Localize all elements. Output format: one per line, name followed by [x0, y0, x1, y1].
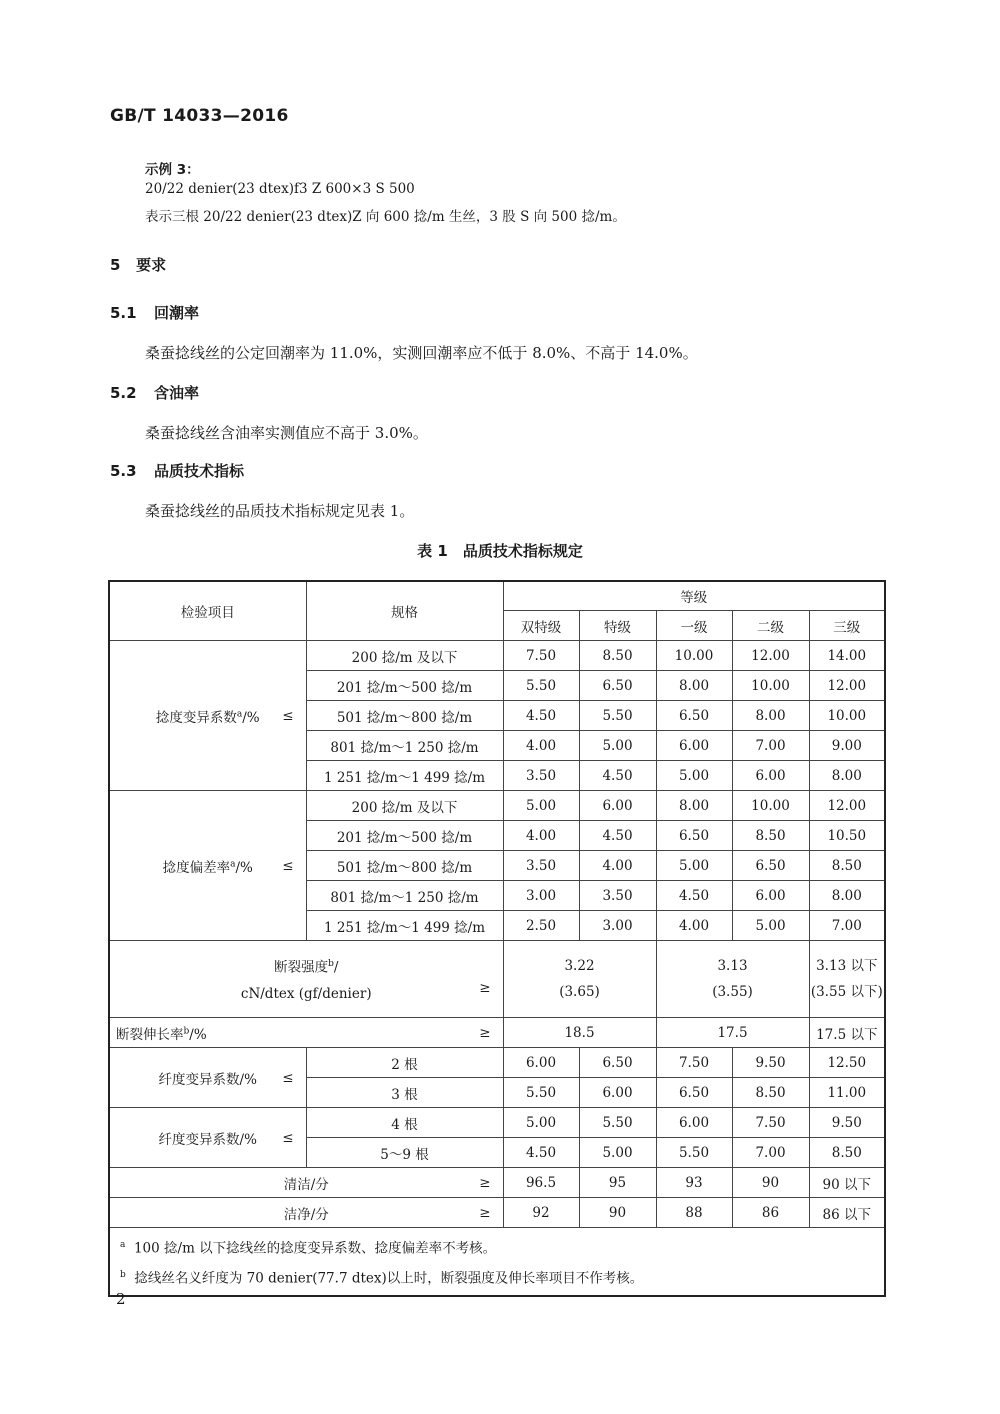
- value-cell: 6.50: [656, 1078, 732, 1108]
- footnote-ref: b: [183, 1026, 190, 1036]
- value-cell: 90: [732, 1168, 809, 1198]
- value-cell: 4.50: [579, 821, 656, 851]
- spec-cell: 5～9 根: [306, 1138, 503, 1168]
- value-cell: 93: [656, 1168, 732, 1198]
- header-grade-first: 一级: [656, 611, 732, 641]
- item-unit: /%: [189, 1026, 207, 1043]
- value-cell: 8.50: [809, 1138, 885, 1168]
- item-label-suffix: /: [333, 959, 339, 976]
- value-cell: 5.50: [503, 1078, 579, 1108]
- value-cell: 12.50: [809, 1048, 885, 1078]
- item-label: 捻度变异系数: [155, 709, 237, 726]
- header-grade-double-special: 双特级: [503, 611, 579, 641]
- item-label: 清洁/分: [283, 1176, 329, 1193]
- table-row: [109, 1168, 885, 1198]
- item-twist-deviation: [109, 791, 306, 941]
- item-twist-cv: [109, 641, 306, 791]
- value-cell: 5.00: [503, 1108, 579, 1138]
- footnote-text: 100 捻/m 以下捻线丝的捻度变异系数、捻度偏差率不考核。: [133, 1240, 497, 1257]
- value-cell: 3.50: [503, 851, 579, 881]
- value-cell: 8.50: [579, 641, 656, 671]
- item-tenacity: [109, 941, 503, 1018]
- value-cell: 17.5: [656, 1018, 809, 1048]
- section-5-2-text: 桑蚕捻线丝含油率实测值应不高于 3.0%。: [145, 424, 428, 442]
- value-cell: 7.50: [656, 1048, 732, 1078]
- value-cell: 5.00: [732, 911, 809, 941]
- value-cell: 7.00: [732, 731, 809, 761]
- example-label: 示例 3：: [145, 162, 200, 178]
- value-cell: 8.00: [809, 761, 885, 791]
- value-cell: 10.00: [732, 791, 809, 821]
- value-cell: 6.00: [656, 1108, 732, 1138]
- value-cell: 4.50: [503, 1138, 579, 1168]
- example-description: 表示三根 20/22 denier(23 dtex)Z 向 600 捻/m 生丝，3 股 S 向 500 捻/m。: [145, 209, 626, 225]
- relation-symbol: ≥: [479, 980, 491, 997]
- value-cell: 9.50: [732, 1048, 809, 1078]
- value-cell: 6.00: [579, 791, 656, 821]
- value-cell: 8.00: [656, 671, 732, 701]
- relation-symbol: ≤: [282, 1069, 294, 1086]
- relation-symbol: ≥: [479, 1204, 491, 1221]
- header-grade-special: 特级: [579, 611, 656, 641]
- value-cell: 8.00: [656, 791, 732, 821]
- value-cell: 6.50: [656, 821, 732, 851]
- value-cell: 7.50: [732, 1108, 809, 1138]
- value-cell: 5.00: [656, 851, 732, 881]
- section-5-2-heading: [110, 382, 199, 403]
- header-grade-third: 三级: [809, 611, 885, 641]
- section-title: 回潮率: [154, 304, 200, 322]
- footnote-ref: a: [230, 859, 236, 869]
- footnote-ref: a: [236, 709, 243, 719]
- value-cell: 6.50: [579, 671, 656, 701]
- value-cell: 8.50: [809, 851, 885, 881]
- value-cell: 17.5 以下: [809, 1018, 885, 1048]
- table-header-row: [109, 581, 885, 611]
- item-label: 洁净/分: [283, 1206, 329, 1223]
- value-cell: 14.00: [809, 641, 885, 671]
- footnote-mark: b: [120, 1269, 126, 1280]
- section-number: 5.1: [110, 304, 137, 322]
- value-cell: 11.00: [809, 1078, 885, 1108]
- item-label: 纤度变异系数/%: [158, 1071, 257, 1088]
- value-cell: 95: [579, 1168, 656, 1198]
- item-cleanness: [109, 1168, 503, 1198]
- section-5-3-text: 桑蚕捻线丝的品质技术指标规定见表 1。: [145, 502, 415, 520]
- section-5-1-heading: [110, 302, 199, 323]
- relation-symbol: ≤: [282, 857, 294, 874]
- quality-spec-table: [108, 580, 886, 1297]
- value-cell: 18.5: [503, 1018, 656, 1048]
- table-row: [109, 1048, 885, 1078]
- value-cell: 8.00: [732, 701, 809, 731]
- value-cell: 12.00: [809, 671, 885, 701]
- value-cell: 5.50: [579, 1108, 656, 1138]
- value-cell: 5.00: [503, 791, 579, 821]
- table-footnotes: [109, 1228, 885, 1297]
- table-caption: 表 1 品质技术指标规定: [417, 542, 583, 560]
- value-cell: 4.50: [579, 761, 656, 791]
- value-cell: 4.50: [503, 701, 579, 731]
- spec-cell: 200 捻/m 及以下: [306, 791, 503, 821]
- value-cell: 3.00: [579, 911, 656, 941]
- standard-code: GB/T 14033—2016: [110, 106, 289, 126]
- value-cell: 6.00: [579, 1078, 656, 1108]
- value-cell: 4.00: [579, 851, 656, 881]
- spec-cell: 501 捻/m～800 捻/m: [306, 701, 503, 731]
- section-title: 含油率: [154, 384, 200, 402]
- value-line: (3.55 以下): [810, 984, 883, 1000]
- header-grade-second: 二级: [732, 611, 809, 641]
- item-label: 纤度变异系数/%: [158, 1131, 257, 1148]
- table-row: [109, 791, 885, 821]
- value-cell: 10.00: [732, 671, 809, 701]
- section-title: 品质技术指标: [154, 462, 245, 480]
- value-cell: [656, 941, 809, 1018]
- footnote-text: 捻线丝名义纤度为 70 denier(77.7 dtex)以上时，断裂强度及伸长率项目不作考核。: [134, 1270, 644, 1286]
- value-cell: 88: [656, 1198, 732, 1228]
- value-cell: 7.50: [503, 641, 579, 671]
- spec-cell: 200 捻/m 及以下: [306, 641, 503, 671]
- value-line: 3.22: [564, 958, 595, 974]
- item-elongation: [109, 1018, 503, 1048]
- value-cell: 8.50: [732, 1078, 809, 1108]
- table-row: [109, 1198, 885, 1228]
- value-cell: 2.50: [503, 911, 579, 941]
- value-cell: 6.50: [579, 1048, 656, 1078]
- item-fineness-cv: [109, 1108, 306, 1168]
- section-number: 5.2: [110, 384, 137, 402]
- value-line: (3.55): [712, 984, 753, 1000]
- example-notation: 20/22 denier(23 dtex)f3 Z 600×3 S 500: [145, 181, 415, 197]
- header-grade: 等级: [503, 581, 885, 611]
- value-cell: 90 以下: [809, 1168, 885, 1198]
- relation-symbol: ≥: [479, 1174, 491, 1191]
- value-cell: 5.50: [579, 701, 656, 731]
- item-label: 断裂伸长率: [116, 1026, 184, 1043]
- spec-cell: 801 捻/m～1 250 捻/m: [306, 881, 503, 911]
- value-cell: [503, 941, 656, 1018]
- section-5-heading: [110, 254, 166, 275]
- relation-symbol: ≥: [479, 1024, 491, 1041]
- item-unit: /%: [235, 859, 253, 876]
- value-cell: 10.00: [656, 641, 732, 671]
- section-number: 5: [110, 256, 121, 274]
- page-number: 2: [116, 1290, 126, 1308]
- value-line: (3.65): [559, 984, 600, 1000]
- relation-symbol: ≤: [282, 707, 294, 724]
- value-cell: 6.50: [732, 851, 809, 881]
- header-spec: 规格: [306, 581, 503, 641]
- value-line: 3.13: [717, 958, 748, 974]
- footnote-ref: b: [328, 959, 334, 970]
- item-label: 断裂强度: [274, 959, 329, 976]
- value-cell: 12.00: [732, 641, 809, 671]
- value-cell: 5.50: [503, 671, 579, 701]
- spec-cell: 2 根: [306, 1048, 503, 1078]
- item-label: 捻度偏差率: [162, 859, 231, 876]
- value-cell: 86: [732, 1198, 809, 1228]
- value-cell: [809, 941, 885, 1018]
- spec-cell: 3 根: [306, 1078, 503, 1108]
- value-cell: 4.50: [656, 881, 732, 911]
- relation-symbol: ≤: [282, 1129, 294, 1146]
- section-5-3-heading: [110, 460, 244, 481]
- section-number: 5.3: [110, 462, 137, 480]
- value-cell: 3.00: [503, 881, 579, 911]
- value-cell: 90: [579, 1198, 656, 1228]
- value-cell: 6.50: [656, 701, 732, 731]
- value-cell: 6.00: [503, 1048, 579, 1078]
- spec-cell: 1 251 捻/m～1 499 捻/m: [306, 761, 503, 791]
- item-fineness-cv: [109, 1048, 306, 1108]
- value-cell: 6.00: [732, 881, 809, 911]
- value-cell: 10.50: [809, 821, 885, 851]
- value-cell: 5.00: [579, 731, 656, 761]
- spec-cell: 4 根: [306, 1108, 503, 1138]
- value-cell: 7.00: [732, 1138, 809, 1168]
- value-cell: 8.50: [732, 821, 809, 851]
- value-cell: 12.00: [809, 791, 885, 821]
- value-cell: 4.00: [503, 731, 579, 761]
- section-title: 要求: [136, 256, 167, 274]
- table-row: [109, 1108, 885, 1138]
- spec-cell: 201 捻/m～500 捻/m: [306, 821, 503, 851]
- value-cell: 10.00: [809, 701, 885, 731]
- spec-cell: 801 捻/m～1 250 捻/m: [306, 731, 503, 761]
- value-cell: 3.50: [579, 881, 656, 911]
- footnote-b: [120, 1262, 874, 1292]
- item-unit: /%: [242, 709, 260, 726]
- header-item: 检验项目: [109, 581, 306, 641]
- spec-cell: 1 251 捻/m～1 499 捻/m: [306, 911, 503, 941]
- item-unit: cN/dtex (gf/denier): [240, 985, 372, 1002]
- footnote-mark: a: [120, 1240, 126, 1250]
- table-footnotes-row: [109, 1228, 885, 1297]
- table-row: [109, 1018, 885, 1048]
- value-cell: 7.00: [809, 911, 885, 941]
- value-cell: 5.00: [579, 1138, 656, 1168]
- section-5-1-text: 桑蚕捻线丝的公定回潮率为 11.0%，实测回潮率应不低于 8.0%、不高于 14.0%。: [145, 344, 698, 362]
- value-cell: 5.50: [656, 1138, 732, 1168]
- value-cell: 86 以下: [809, 1198, 885, 1228]
- value-cell: 92: [503, 1198, 579, 1228]
- value-cell: 96.5: [503, 1168, 579, 1198]
- spec-cell: 501 捻/m～800 捻/m: [306, 851, 503, 881]
- value-cell: 4.00: [656, 911, 732, 941]
- value-cell: 6.00: [656, 731, 732, 761]
- value-line: 3.13 以下: [816, 958, 878, 974]
- value-cell: 5.00: [656, 761, 732, 791]
- value-cell: 6.00: [732, 761, 809, 791]
- footnote-a: [120, 1232, 874, 1262]
- table-row: [109, 641, 885, 671]
- value-cell: 9.00: [809, 731, 885, 761]
- value-cell: 9.50: [809, 1108, 885, 1138]
- value-cell: 3.50: [503, 761, 579, 791]
- spec-cell: 201 捻/m～500 捻/m: [306, 671, 503, 701]
- table-row: [109, 941, 885, 1018]
- value-cell: 4.00: [503, 821, 579, 851]
- item-neatness: [109, 1198, 503, 1228]
- value-cell: 8.00: [809, 881, 885, 911]
